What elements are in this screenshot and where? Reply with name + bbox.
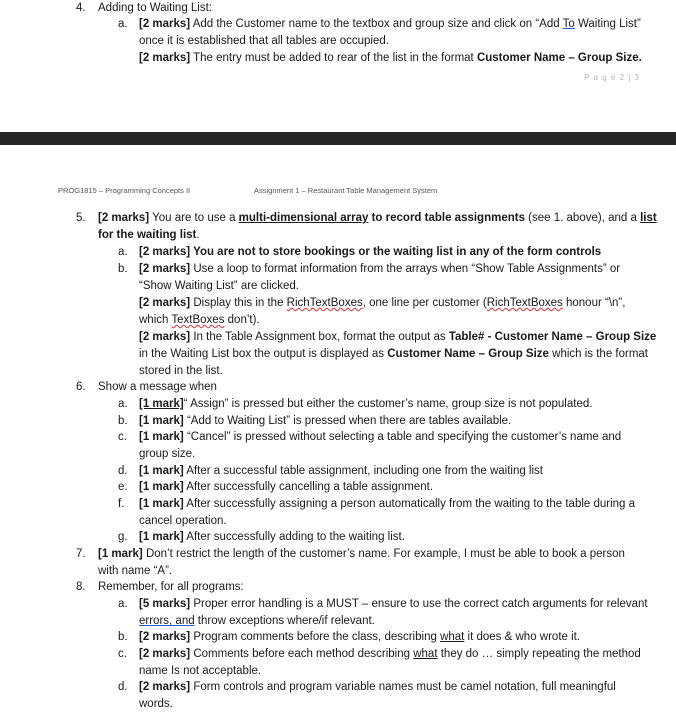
item-4b-marks: [2 marks] xyxy=(139,52,191,64)
item-8d-line2: words. xyxy=(139,698,173,710)
item-5c-l2b: don’t). xyxy=(224,314,260,326)
item-6c-line1 xyxy=(139,429,621,446)
item-6d-text: After a successful table assignment, including one from the waiting list xyxy=(183,465,543,477)
header-course: PROG1815 – Programming Concepts II xyxy=(58,186,191,195)
item-4b-format: Customer Name – Group Size. xyxy=(476,52,642,64)
item-6a-marks: [1 mark] xyxy=(139,398,184,410)
item-6d-marks: [1 mark] xyxy=(139,465,184,477)
item-8a-line1 xyxy=(139,596,648,613)
item-7-text: Don’t restrict the length of the customer’s name. For example, I must be able to book a person xyxy=(142,548,625,560)
item-7-marks: [1 mark] xyxy=(98,548,143,560)
item-5c-t3: honour “\n”, xyxy=(562,297,626,309)
page-break-bar xyxy=(0,132,676,145)
item-5d-l2b: which is the format xyxy=(548,348,649,360)
item-6g-letter: g. xyxy=(118,531,128,543)
item-5d-t1: In the Table Assignment box, format the output as xyxy=(190,331,449,343)
item-8c-line1 xyxy=(139,646,641,663)
item-8a-text: Proper error handling is a MUST – ensure to use the correct catch arguments for relevant xyxy=(190,598,648,610)
item-4b-text: The entry must be added to rear of the list in the format xyxy=(190,52,477,64)
item-6b-line xyxy=(139,413,511,430)
item-8b-what: what xyxy=(440,631,465,643)
item-5a-text: [2 marks] You are not to store bookings or the waiting list in any of the form controls xyxy=(139,246,602,258)
item-6b-marks: [1 mark] xyxy=(139,415,184,427)
item-7-line1 xyxy=(98,546,625,563)
item-4a-text2: Waiting List” xyxy=(574,18,641,30)
item-5c-t1: Display this in the xyxy=(190,297,287,309)
item-8a-line2 xyxy=(139,613,375,630)
item-6f-line2: cancel operation. xyxy=(139,515,227,527)
item-5-t1: You are to use a xyxy=(149,212,239,224)
item-8d-letter: d. xyxy=(118,681,128,693)
item-6e-marks: [1 mark] xyxy=(139,481,184,493)
item-5d-line2 xyxy=(139,346,648,363)
item-8c-what: what xyxy=(413,648,438,660)
item-8d-marks: [2 marks] xyxy=(139,681,191,693)
item-5b-line2: “Show Waiting List” are clicked. xyxy=(139,280,299,292)
item-4b-line xyxy=(139,50,642,67)
item-6a-text: “ Assign” is pressed but either the customer’s name, group size is not populated. xyxy=(183,398,593,410)
item-6b-letter: b. xyxy=(118,415,128,427)
item-8c-line2: name Is not acceptable. xyxy=(139,665,262,677)
item-5-mda: multi-dimensional array xyxy=(238,212,369,224)
item-8-number: 8. xyxy=(76,581,86,593)
header-assignment: Assignment 1 – Restaurant Table Management System xyxy=(254,186,438,195)
item-7-number: 7. xyxy=(76,548,86,560)
item-5-marks: [2 marks] xyxy=(98,212,150,224)
item-6f-line1 xyxy=(139,496,635,513)
item-4-number: 4. xyxy=(76,2,86,14)
item-5b-line1 xyxy=(139,261,620,278)
item-8d-text: Form controls and program variable names must be camel notation, full meaningful xyxy=(190,681,616,693)
page-number: P a g e 2 | 3 xyxy=(584,73,640,82)
item-6e-letter: e. xyxy=(118,481,128,493)
item-5b-text: Use a loop to format information from the arrays when “Show Table Assignments” or xyxy=(190,263,621,275)
item-4a-letter: a. xyxy=(118,18,128,30)
item-6-title: Show a message when xyxy=(98,381,217,393)
item-6c-text: “Cancel” is pressed without selecting a table and specifying the customer’s name and xyxy=(183,431,622,443)
item-8c-t1: Comments before each method describing xyxy=(190,648,414,660)
item-6a-letter: a. xyxy=(118,398,128,410)
item-8b-marks: [2 marks] xyxy=(139,631,191,643)
item-5c-t2: , one line per customer ( xyxy=(362,297,487,309)
item-6f-letter: f. xyxy=(118,498,125,510)
item-5d-l2bold: Customer Name – Group Size xyxy=(387,348,549,360)
item-5a-line xyxy=(139,244,601,261)
item-5c-textboxes: TextBoxes xyxy=(171,314,225,326)
item-5-line1 xyxy=(98,210,657,227)
item-5b-marks: [2 marks] xyxy=(139,263,191,275)
item-4a-text1: Add the Customer name to the textbox and group size and click on “Add xyxy=(190,18,563,30)
item-5c-rtb-2: RichTextBoxes xyxy=(486,297,563,309)
item-5c-rtb-1: RichTextBoxes xyxy=(286,297,363,309)
item-6d-letter: d. xyxy=(118,465,128,477)
item-6g-marks: [1 mark] xyxy=(139,531,184,543)
item-5c-marks: [2 marks] xyxy=(139,297,191,309)
item-5c-line2 xyxy=(139,312,260,329)
item-8b-t2: it does & who wrote it. xyxy=(464,631,581,643)
item-4a-line2: once it is established that all tables are occupied. xyxy=(139,35,389,47)
item-8a-letter: a. xyxy=(118,598,128,610)
item-8d-line1 xyxy=(139,679,616,696)
item-6g-line xyxy=(139,529,405,546)
item-8a-marks: [5 marks] xyxy=(139,598,191,610)
item-4a-to: To xyxy=(562,18,575,30)
item-5-line2-end: . xyxy=(196,229,200,241)
item-7-line2: with name “A”. xyxy=(98,565,173,577)
item-8c-marks: [2 marks] xyxy=(139,648,191,660)
page-2-bottom xyxy=(0,0,676,132)
item-5-t3: (see 1. above), and a xyxy=(524,212,641,224)
item-8b-t1: Program comments before the class, describing xyxy=(190,631,441,643)
item-4a-marks: [2 marks] xyxy=(139,18,191,30)
item-6c-letter: c. xyxy=(118,431,127,443)
item-6c-line2: group size. xyxy=(139,448,196,460)
item-5-line2-text: for the waiting list xyxy=(98,229,197,241)
item-5d-l2a: in the Waiting List box the output is displayed as xyxy=(139,348,388,360)
item-6b-text: “Add to Waiting List” is pressed when there are tables available. xyxy=(183,415,512,427)
item-8b-line xyxy=(139,629,580,646)
item-8b-letter: b. xyxy=(118,631,128,643)
item-8-title: Remember, for all programs: xyxy=(98,581,244,593)
item-5-list: list xyxy=(640,212,657,224)
item-5d-line1 xyxy=(139,329,656,346)
item-5d-marks: [2 marks] xyxy=(139,331,191,343)
item-5-line2 xyxy=(98,227,200,244)
item-6a-line xyxy=(139,396,592,413)
item-6g-text: After successfully adding to the waiting list. xyxy=(183,531,405,543)
item-8a-l2: throw exceptions where/if relevant. xyxy=(194,615,375,627)
item-6e-text: After successfully cancelling a table assignment. xyxy=(183,481,434,493)
item-6f-marks: [1 mark] xyxy=(139,498,184,510)
page-3 xyxy=(0,145,676,710)
item-6-number: 6. xyxy=(76,381,86,393)
item-5-number: 5. xyxy=(76,212,86,224)
item-8c-t2: they do … simply repeating the method xyxy=(437,648,641,660)
item-8c-letter: c. xyxy=(118,648,127,660)
item-5c-l2a: which xyxy=(139,314,172,326)
item-5-t2: to record table assignments xyxy=(368,212,525,224)
item-8a-errors-and: errors, and xyxy=(139,615,195,627)
item-4a-line1 xyxy=(139,16,641,33)
item-5b-letter: b. xyxy=(118,263,128,275)
item-5d-format: Table# - Customer Name – Group Size xyxy=(448,331,657,343)
item-6d-line xyxy=(139,463,543,480)
item-6c-marks: [1 mark] xyxy=(139,431,184,443)
item-5d-line3: stored in the list. xyxy=(139,365,223,377)
item-4-title: Adding to Waiting List: xyxy=(98,2,212,14)
item-6e-line xyxy=(139,479,433,496)
item-5c-line1 xyxy=(139,295,625,312)
item-5a-letter: a. xyxy=(118,246,128,258)
item-6f-text: After successfully assigning a person automatically from the waiting to the table during a xyxy=(183,498,636,510)
